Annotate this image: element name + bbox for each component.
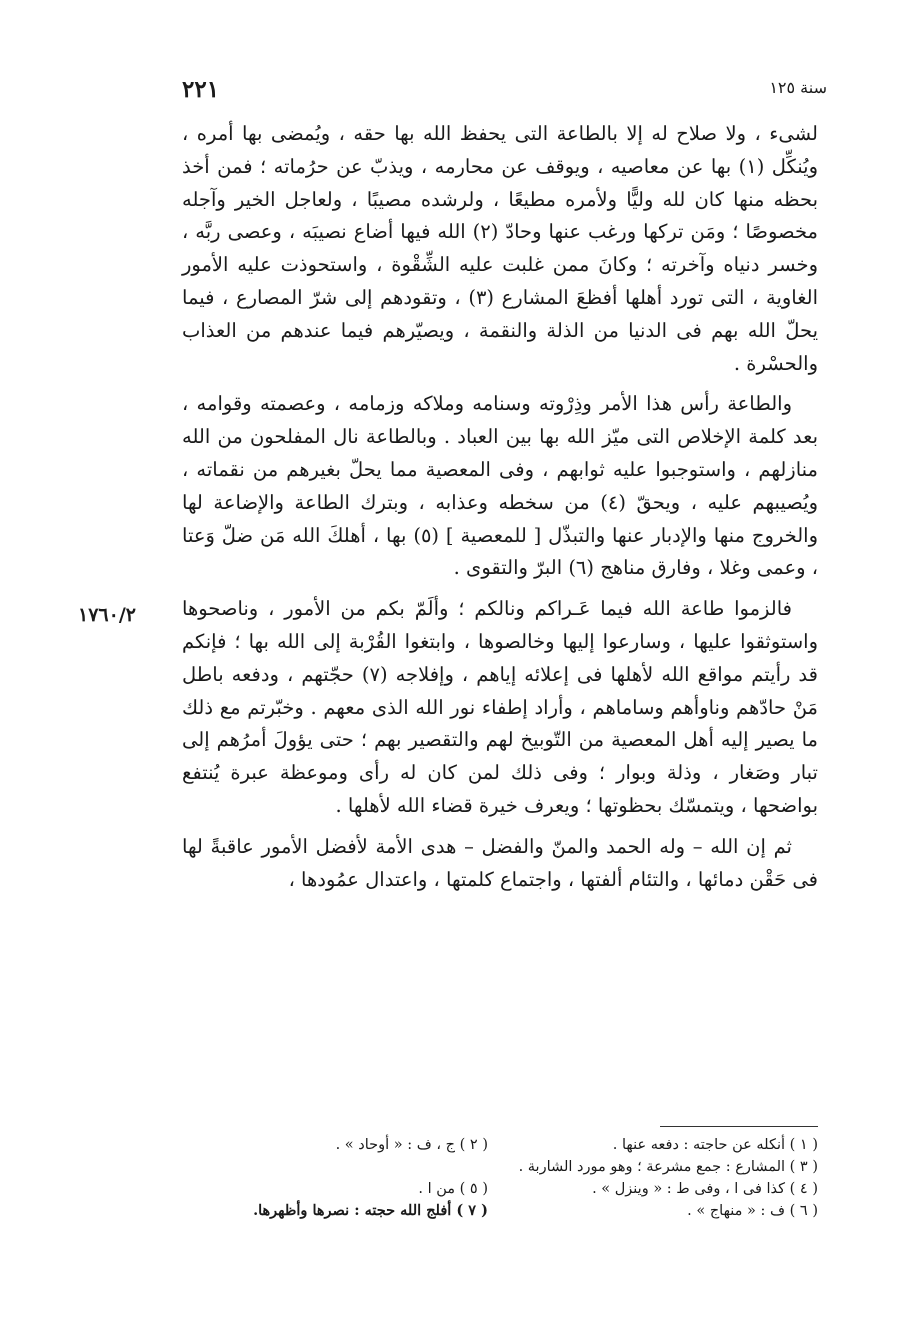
paragraph-4: ثم إن الله – وله الحمد والمنّ والفضل – هدى الأمة لأفضل الأمور عاقبةً لها فى حَقْن دمائها ، والتئام ألفتها ، واجتماع كلمتها ، واعتدال عمُودها ، — [182, 834, 818, 891]
footnote-7: ( ٧ ) أفلج الله حجته : نصرها وأظهرها. — [253, 1202, 488, 1219]
footnote-row — [140, 1156, 818, 1178]
footnote-5: ( ٥ ) من ا . — [418, 1181, 488, 1197]
footnote-divider — [660, 1126, 818, 1127]
footnote-row — [140, 1200, 818, 1222]
running-header-year: سنة ١٢٥ — [769, 78, 827, 97]
footnote-row — [140, 1134, 818, 1156]
paragraph-1: لشىء ، ولا صلاح له إلا بالطاعة التى يحفظ الله بها حقه ، ويُمضى بها أمره ، ويُنكِّل (١) بها عن معاصيه ، ويوقف عن محارمه ، ويذبّ عن حرُماته ؛ فمن أخذ بحظه منها كان لله وليًّا ولأمره مطيعًا ، ولرشده مصيبًا ، ولعاجل الخير وآجله مخصوصًا ؛ ومَن تركها ورغب عنها وحادّ (٢) الله فيها أضاع نصيبَه ، وعصى ربَّه ، وخسر دنياه وآخرته ؛ وكانَ ممن غلبت عليه الشِّقْوة ، واستحوذت عليه الأمور الغاوية ، التى تورد أهلها أفظعَ المشارع (٣) ، وتقودهم إلى شرّ المصارع ، فيما يحلّ الله بهم فى الدنيا من الذلة والنقمة ، ويصيّرهم فيما عندهم من العذاب والحسْرة . — [182, 122, 818, 375]
footnote-6: ( ٦ ) ف : « منهاج » . — [687, 1203, 818, 1219]
footnotes — [140, 1134, 818, 1222]
margin-reference: ١٧٦٠/٢ — [78, 604, 136, 626]
footnote-1: ( ١ ) أنكله عن حاجته : دفعه عنها . — [612, 1137, 818, 1153]
footnote-2: ( ٢ ) ج ، ف : « أوحاد » . — [335, 1137, 488, 1153]
footnote-3: ( ٣ ) المشارع : جمع مشرعة ؛ وهو مورد الشاربة . — [518, 1159, 818, 1175]
main-text — [182, 118, 818, 904]
footnote-4: ( ٤ ) كذا فى ا ، وفى ط : « وينزل » . — [592, 1181, 818, 1197]
page-number: ٢٢١ — [182, 76, 220, 103]
paragraph-3: فالزموا طاعة الله فيما عَـراكم ونالكم ؛ وألَمّ بكم من الأمور ، وناصحوها واستوثقوا عليها ، وسارعوا إليها وخالصوها ، وابتغوا القُرْبة إلى الله بها ؛ فإنكم قد رأيتم مواقع الله لأهلها فى إعلائه إياهم ، وإفلاجه (٧) حجّتهم ، ودفعه باطل مَنْ حادّهم وناوأهم وساماهم ، وأراد إطفاء نور الله الذى معهم . وخبّرتم مع ذلك ما يصير إليه أهل المعصية من التّوبيخ لهم والتقصير بهم ؛ حتى يؤولَ أمرُهم إلى تبار وصَغار ، وذلة وبوار ؛ وفى ذلك لمن كان له رأى وموعظة عبرة يُنتفع بواضحها ، ويتمسّك بحظوتها ؛ ويعرف خيرة قضاء الله لأهلها . — [182, 597, 818, 817]
paragraph-2: والطاعة رأس هذا الأمر وذِرْوته وسنامه وملاكه وزمامه ، وعصمته وقوامه ، بعد كلمة الإخلاص التى ميّز الله بها بين العباد . وبالطاعة نال المفلحون من الله منازلهم ، واستوجبوا عليه ثوابهم ، وفى المعصية مما يحلّ بغيرهم من نقماته ، ويُصيبهم عليه ، ويحقّ (٤) من سخطه وعذابه ، وبترك الطاعة والإضاعة لها والخروج منها والإدبار عنها والتبذّل [ للمعصية ] (٥) بها ، أهلكَ الله مَن ضلّ وَعتا ، وعمى وغلا ، وفارق مناهج (٦) البرّ والتقوى . — [182, 392, 819, 580]
footnote-row — [140, 1178, 818, 1200]
